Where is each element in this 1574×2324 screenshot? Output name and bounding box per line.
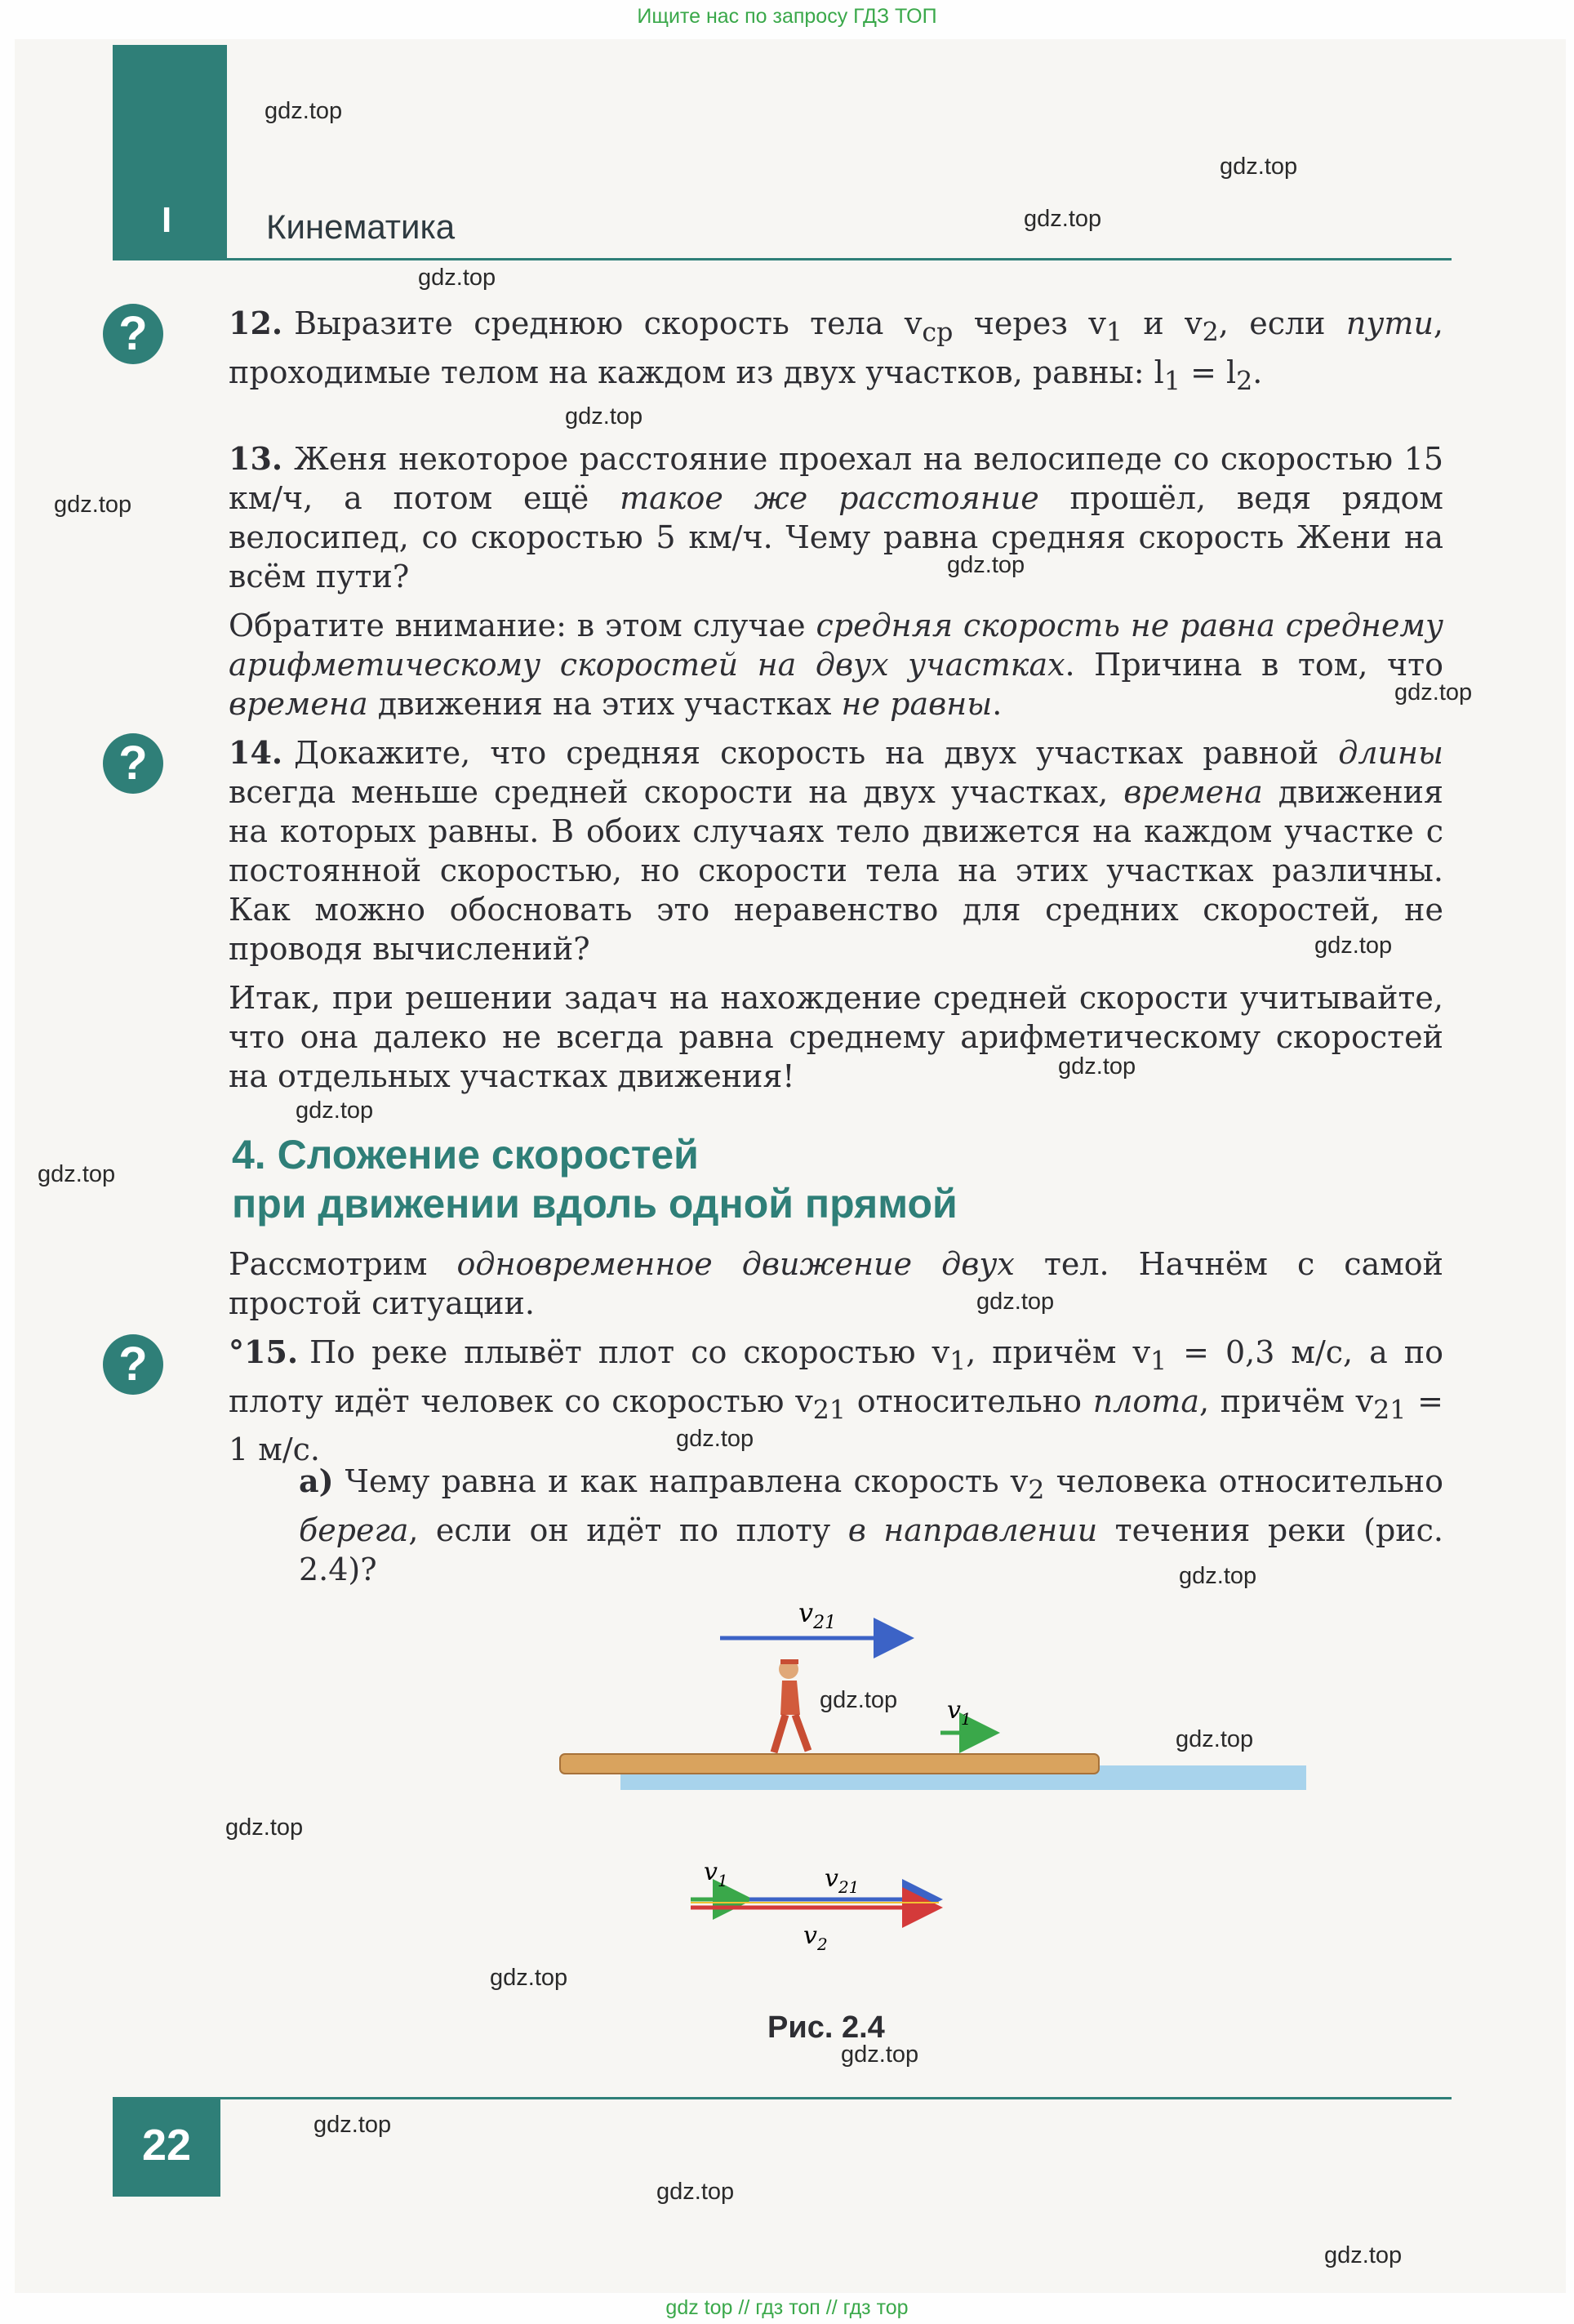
note-paragraph: Обратите внимание: в этом случае средняя скорость не равна среднему арифметическому скоростей на двух участках. Причина в том, что времена движения на этих участках не равны. [229,608,1443,722]
watermark: gdz.top [418,265,496,291]
chapter-number: I [162,200,172,240]
watermark: gdz.top [1314,933,1393,959]
watermark: gdz.top [1058,1053,1136,1080]
top-banner[interactable]: Ищите нас по запросу ГДЗ ТОП [637,5,937,28]
question-15a: а) Чему равна и как направлена скорость $v_2$ человека относительно берега, если он идёт по плоту в направлении течения реки (рис. 2.4)? [299,1463,1443,1587]
intro-paragraph: Рассмотрим одновременное движение двух тел. Начнём с самой простой ситуации. [229,1246,1443,1321]
watermark: gdz.top [1324,2242,1403,2268]
watermark: gdz.top [976,1289,1055,1315]
watermark: gdz.top [565,403,643,430]
watermark: gdz.top [38,1161,116,1187]
watermark: gdz.top [1394,679,1473,706]
watermark: gdz.top [841,2041,919,2068]
page-number-band [113,2097,220,2197]
summary-paragraph: Итак, при решении задач на нахождение средней скорости учитывайте, что она далеко не всегда равна среднему арифметическому скоростей на отдельных участках движения! [229,980,1443,1094]
watermark: gdz.top [820,1687,898,1713]
bottom-banner[interactable]: gdz top // гдз топ // гдз тор [665,2296,909,2319]
watermark: gdz.top [1176,1726,1254,1752]
label-v21-sum: $v_{21}$ [825,1864,860,1897]
person-walking [774,1659,808,1752]
watermark: gdz.top [656,2179,735,2205]
question-12: 12. Выразите среднюю скорость тела $v_{ср}$ через $v_1$ и $v_2$, если пути, проходимые телом на каждом из двух участков, равны: $l_1 = l_2$. [229,305,1444,397]
watermark: gdz.top [225,1814,304,1841]
question-13: 13. Женя некоторое расстояние проехал на велосипеде со скоростью 15 км/ч, а потом ещё такое же расстояние прошёл, ведя рядом велосипед, со скоростью 5 км/ч. Чему равна средняя скорость Жени на всём пути? [229,440,1443,594]
chapter-band [113,45,227,259]
watermark: gdz.top [265,98,343,124]
question-15: °15. По реке плывёт плот со скоростью $v_1$, причём $v_1 = 0,3$ м/с, а по плоту идёт человек со скоростью $v_{21}$ относительно плота, причём $v_{21} = 1$ м/с. [229,1333,1444,1468]
watermark: gdz.top [313,2112,392,2138]
watermark: gdz.top [296,1097,374,1124]
figure-caption: Рис. 2.4 [767,2010,885,2045]
watermark: gdz.top [54,492,132,518]
label-v1-raft: $v_1$ [947,1696,972,1729]
watermark: gdz.top [490,1965,568,1991]
question-14: 14. Докажите, что средняя скорость на двух участках равной длины всегда меньше средней скорости на двух участках, времена движения на которых равны. В обоих случаях тело движется на каждом участке с постоянной скоростью, но скорости тела на этих участках различны. Как можно обосновать это неравенство для средних скоростей, не проводя вычислений? [229,734,1443,967]
chapter-title: Кинематика [266,207,456,246]
question-icon: ? [103,733,163,794]
page-number: 22 [142,2121,192,2170]
question-icon: ? [103,304,163,364]
question-icon: ? [103,1334,163,1395]
watermark: gdz.top [1179,1563,1257,1589]
watermark: gdz.top [1024,206,1102,232]
section-heading: 4. Сложение скоростей при движении вдоль одной прямой [232,1132,958,1227]
watermark: gdz.top [947,552,1025,578]
header-rule [113,258,1452,260]
label-v2-sum: $v_2$ [803,1921,828,1954]
question-number: 12. [229,305,283,341]
figure-2-4 [539,1584,1355,2009]
label-v21: $v_{21}$ [798,1597,837,1633]
watermark: gdz.top [1220,154,1298,180]
label-v1-sum: $v_1$ [704,1858,728,1890]
watermark: gdz.top [676,1426,754,1452]
raft [560,1754,1099,1774]
footer-rule [220,2097,1452,2099]
